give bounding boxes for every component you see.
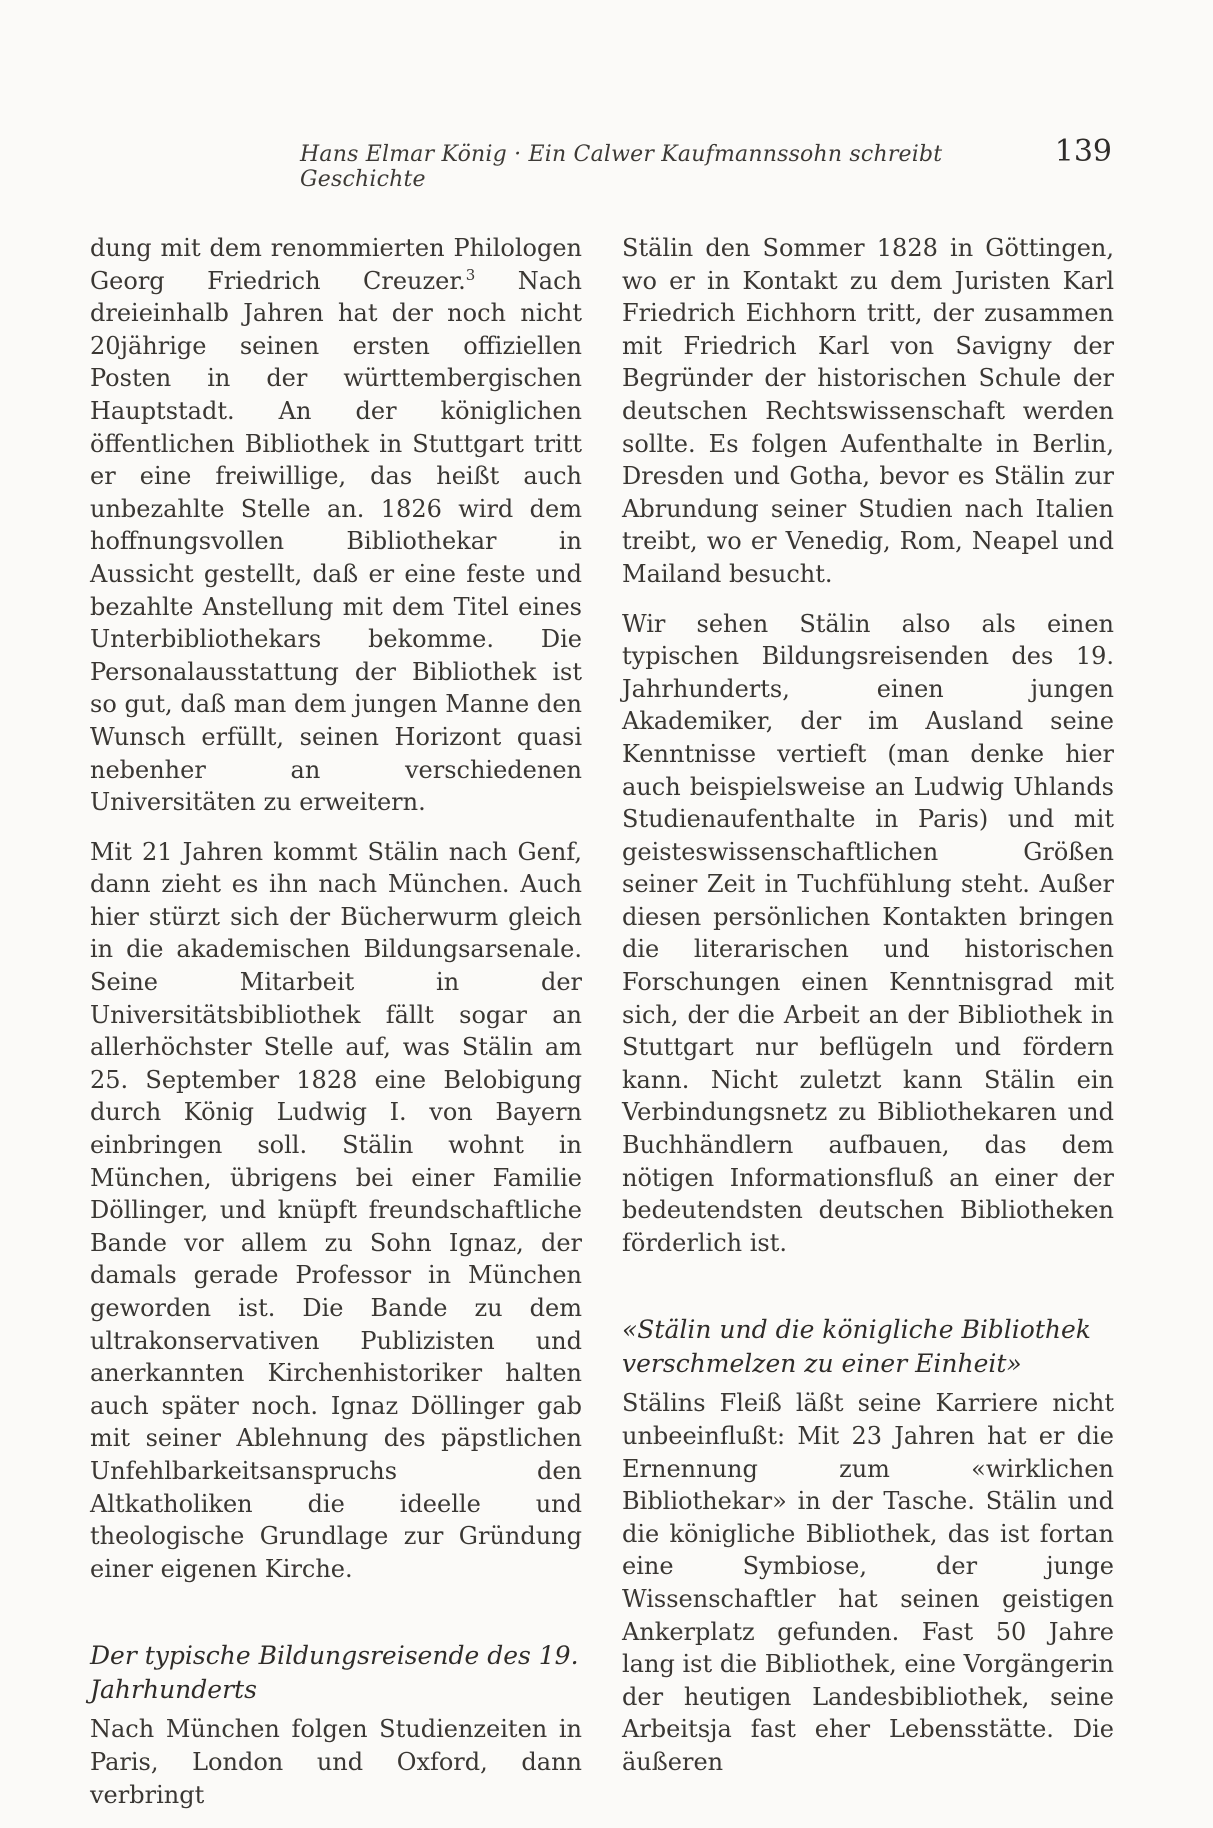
footnote-marker: 3 <box>465 265 476 284</box>
section-heading-koenigliche-bibliothek: «Stälin und die königliche Bibliothek verschmelzen zu einer Einheit» <box>622 1315 1091 1379</box>
paragraph-creuzer <box>90 232 582 819</box>
paragraph-text: dung mit dem renommierten Philologen Georg Friedrich Creuzer. <box>90 234 582 295</box>
paragraph-typischer-bildungsreisender: Wir sehen Stälin also als einen typischen Bildungsreisenden des 19. Jahrhunderts, einen jungen Akademiker, der im Ausland seine Kenntnisse vertieft (man denke hier auch beispielsweise an Ludwig Uhlands Studienaufenthalte in Paris) und mit geisteswissenschaftlichen Größen seiner Zeit in Tuchfühlung steht. Außer diesen persönlichen Kontakten bringen die literarischen und historischen Forschungen einen Kenntnisgrad mit sich, der die Arbeit an der Bibliothek in Stuttgart nur beflügeln und fördern kann. Nicht zuletzt kann Stälin ein Verbindungsnetz zu Bibliothekaren und Buchhändlern aufbauen, das dem nötigen Informationsfluß an einer der bedeutendsten deutschen Bibliotheken förderlich ist. <box>622 609 1114 1257</box>
running-head: Hans Elmar König · Ein Calwer Kaufmannssohn schreibt Geschichte <box>300 142 943 192</box>
left-column <box>90 232 582 1828</box>
right-column <box>622 232 1114 1796</box>
section-heading-bildungsreisende: Der typische Bildungsreisende des 19. Jahrhunderts <box>90 1641 579 1705</box>
page-header <box>300 134 1112 192</box>
paragraph-text: Nach dreieinhalb Jahren hat der noch nicht 20jährige seinen ersten offiziellen Posten in der württembergischen Hauptstadt. An der königlichen öffentlichen Bibliothek in Stuttgart tritt er eine freiwillige, das heißt auch unbezahlte Stelle an. 1826 wird dem hoffnungsvollen Bibliothekar in Aussicht gestellt, daß er eine feste und bezahlte Anstellung mit dem Titel eines Unterbibliothekars bekomme. Die Personalausstattung der Bibliothek ist so gut, daß man dem jungen Manne den Wunsch erfüllt, seinen Horizont quasi nebenher an verschiedenen Universitäten zu erweitern. <box>90 266 583 817</box>
page-number: 139 <box>1054 134 1112 169</box>
paragraph-studienzeiten: Nach München folgen Studienzeiten in Paris, London und Oxford, dann verbringt <box>90 1715 582 1809</box>
paragraph-muenchen: Mit 21 Jahren kommt Stälin nach Genf, dann zieht es ihn nach München. Auch hier stürzt sich der Bücherwurm gleich in die akademischen Bildungsarsenale. Seine Mitarbeit in der Universitätsbibliothek fällt sogar an allerhöchster Stelle auf, was Stälin am 25. September 1828 eine Belobigung durch König Ludwig I. von Bayern einbringen soll. Stälin wohnt in München, übrigens bei einer Familie Döllinger, und knüpft freundschaftliche Bande vor allem zu Sohn Ignaz, der damals gerade Professor in München geworden ist. Die Bande zu dem ultrakonservativen Publizisten und anerkannten Kirchenhistoriker halten auch später noch. Ignaz Döllinger gab mit seiner Ablehnung des päpstlichen Unfehlbarkeitsanspruchs den Altkatholiken die ideelle und theologische Grundlage zur Gründung einer eigenen Kirche. <box>90 837 582 1583</box>
paragraph-goettingen: Stälin den Sommer 1828 in Göttingen, wo er in Kontakt zu dem Juristen Karl Friedrich Eichhorn tritt, der zusammen mit Friedrich Karl von Savigny der Begründer der historischen Schule der deutschen Rechtswissenschaft werden sollte. Es folgen Aufenthalte in Berlin, Dresden und Gotha, bevor es Stälin zur Abrundung seiner Studien nach Italien treibt, wo er Venedig, Rom, Neapel und Mailand besucht. <box>622 234 1114 588</box>
paragraph-karriere: Stälins Fleiß läßt seine Karriere nicht unbeeinflußt: Mit 23 Jahren hat er die Ernennung zum «wirklichen Bibliothekar» in der Tasche. Stälin und die königliche Bibliothek, das ist fortan eine Symbiose, der junge Wissenschaftler hat seinen geistigen Ankerplatz gefunden. Fast 50 Jahre lang ist die Bibliothek, eine Vorgängerin der heutigen Landesbibliothek, seine Arbeitsja fast eher Lebensstätte. Die äußeren <box>622 1389 1114 1776</box>
